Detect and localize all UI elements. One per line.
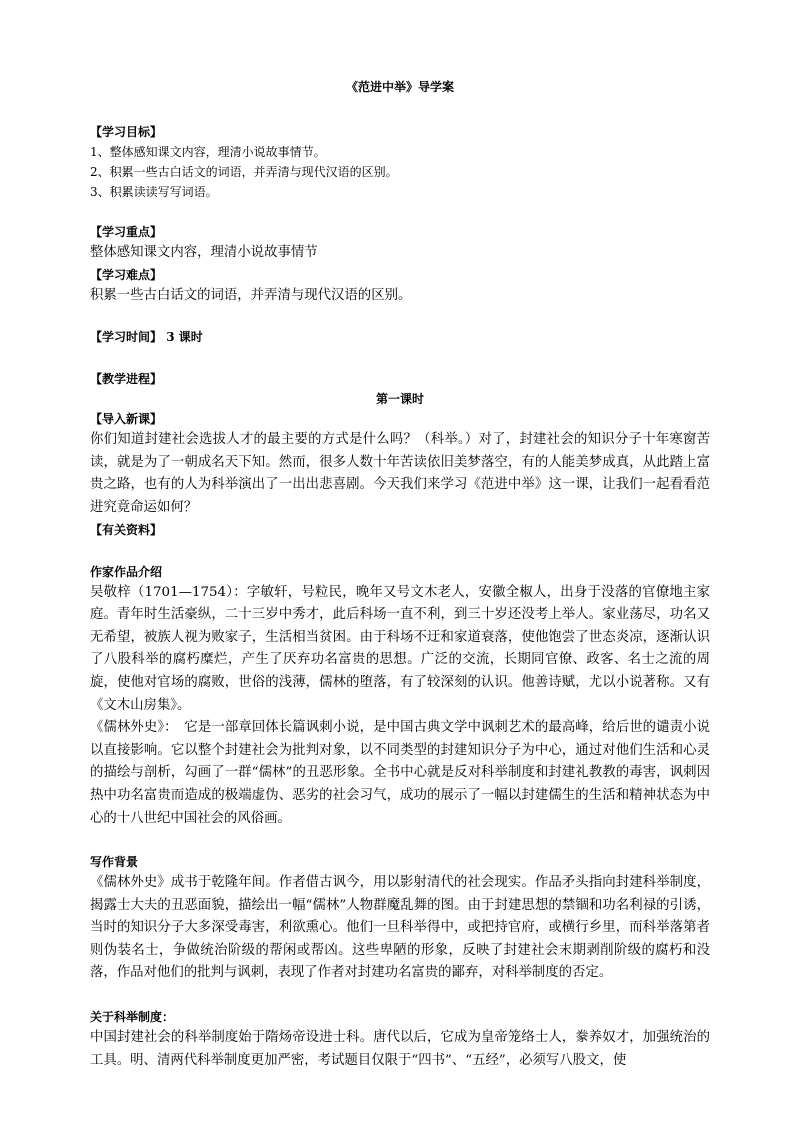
spacer — [90, 540, 710, 562]
objective-item-3: 3、积累读读写写词语。 — [90, 185, 218, 199]
intro-text: 你们知道封建社会选拔人才的最主要的方式是什么吗？（科举。）对了，封建社会的知识分子十年寒窗苦读，就是为了一朝成名天下知。然而，很多人数十年苦读依旧美梦落空，有的人能美梦成真，从此踏上富贵之路，也有的人为科举演出了一出出悲喜剧。今天我们来学习《范进中举》这一课，让我们一起看看范进究竟命运如何？ — [90, 432, 710, 515]
novel-paragraph: 《儒林外史》： 它是一部章回体长篇讽刺小说，是中国古典文学中讽刺艺术的最高峰，给后世的谴责小说以直接影响。它以整个封建社会为批判对象，以不同类型的封建知识分子为中心，通过对他们生活和心灵的描绘与剖析，勾画了一群“儒林”的丑恶形象。全书中心就是反对科举制度和封建礼教教的毒害，讽刺因热中功名富贵而造成的极端虚伪、恶劣的社会习气，成功的展示了一幅以封建儒生的生活和精神状态为中心的十八世纪中国社会的风俗画。 — [90, 720, 710, 826]
author-heading: 作家作品介绍 — [90, 564, 163, 579]
spacer — [90, 830, 710, 852]
spacer — [90, 202, 710, 222]
materials-heading: 【有关资料】 — [90, 522, 163, 537]
focus-text: 整体感知课文内容，理清小说故事情节 — [90, 245, 318, 260]
objective-item-2: 2、积累一些古白话文的词语，并弄清与现代汉语的区别。 — [90, 165, 398, 179]
objective-item-1: 1、整体感知课文内容，理清小说故事情节。 — [90, 145, 326, 159]
intro-heading: 【导入新课】 — [90, 412, 163, 427]
time-heading: 【学习时间】 — [90, 330, 163, 345]
spacer — [90, 307, 710, 327]
document-page — [90, 78, 710, 1072]
document-title: 《范进中举》导学案 — [345, 80, 454, 94]
lesson-title: 第一课时 — [375, 392, 424, 407]
exam-text: 中国封建社会的科举制度始于隋炀帝设进士科。唐代以后，它成为皇帝笼络士人，豢养奴才，加强统治的工具。明、清两代科举制度更加严密，考试题目仅限于“四书”、“五经”，必须写八股文，使 — [90, 1030, 710, 1068]
focus-heading: 【学习重点】 — [90, 225, 163, 239]
process-heading: 【教学进程】 — [90, 372, 163, 387]
time-line — [90, 327, 710, 347]
exam-heading: 关于科举制度： — [90, 1010, 175, 1025]
author-paragraph: 吴敬梓（1701—1754）：字敏轩，号粒民，晚年又号文木老人，安徽全椒人，出身于没落的官僚地主家庭。青年时生活豪纵，二十三岁中秀才，此后科场一直不利，到三十岁还没考上举人。家业荡尽，功名又无希望，被族人视为败家子，生活相当贫困。由于科场不迂和家道衰落，使他饱尝了世态炎凉，逐渐认识了八股科举的腐朽糜烂，产生了厌弃功名富贵的思想。广泛的交流，长期同官僚、政客、名士之流的周旋，使他对官场的腐败，世俗的浅薄，儒林的堕落，有了较深刻的认识。他善诗赋，尤以小说著称。又有《文木山房集》。 — [90, 584, 710, 713]
time-value: 3 课时 — [166, 330, 203, 345]
spacer — [90, 985, 710, 1007]
background-heading: 写作背景 — [90, 855, 139, 870]
background-text: 《儒林外史》成书于乾隆年间。作者借古讽今，用以影射清代的社会现实。作品矛头指向封建科举制度，揭露士大夫的丑恶面貌，描绘出一幅“儒林”人物群魔乱舞的图。由于封建思想的禁锢和功名利禄的引诱，当时的知识分子大多深受毒害，利欲熏心。他们一旦科举得中，或把持官府，或横行乡里，而科举落第者则伪装名士，争做统治阶级的帮闲或帮凶。这些卑陋的形象，反映了封建社会末期剥削阶级的腐朽和没落，作品对他们的批判与讽刺，表现了作者对封建功名富贵的鄙弃，对科举制度的否定。 — [90, 875, 710, 981]
spacer — [90, 347, 710, 369]
difficulty-heading: 【学习难点】 — [90, 267, 163, 282]
objectives-heading: 【学习目标】 — [90, 125, 163, 139]
difficulty-text: 积累一些古白话文的词语，并弄清与现代汉语的区别。 — [90, 287, 412, 303]
